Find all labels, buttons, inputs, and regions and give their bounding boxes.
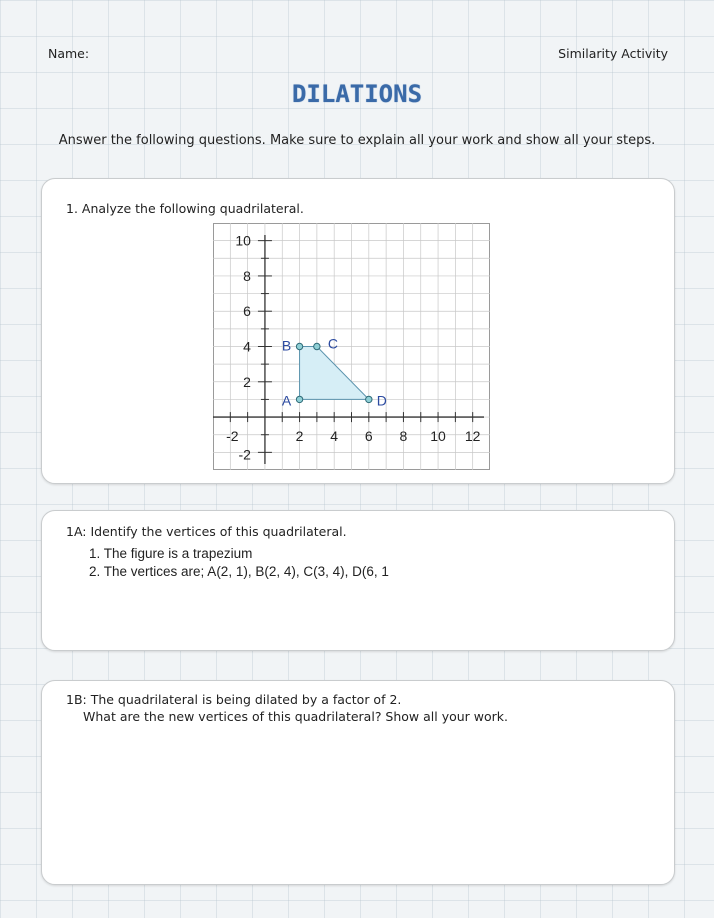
x-tick-label: 8 [399, 428, 408, 445]
question-1b-line-2: What are the new vertices of this quadrilateral? Show all your work. [83, 709, 509, 724]
x-tick-label: 12 [464, 428, 481, 445]
page-title: DILATIONS [291, 80, 423, 108]
question-1b-card [41, 680, 675, 885]
vertex-label-a: A [281, 392, 292, 409]
x-tick-label: 4 [330, 428, 339, 445]
question-1a-card [41, 510, 675, 651]
y-tick-label: -2 [238, 446, 251, 463]
question-1b-line-1: 1B: The quadrilateral is being dilated by a factor of 2. [66, 692, 402, 707]
activity-label: Similarity Activity [558, 46, 668, 61]
y-tick-label: 2 [243, 373, 251, 390]
instructions: Answer the following questions. Make sure to explain all your work and show all your steps. [58, 133, 656, 148]
question-1-card [41, 178, 675, 484]
y-tick-label: 8 [243, 267, 251, 284]
vertex-label-d: D [376, 392, 387, 409]
vertex-point-a [296, 396, 302, 402]
vertex-point-d [366, 396, 372, 402]
y-tick-label: 6 [243, 303, 251, 320]
answer-line-2: 2. The vertices are; A(2, 1), B(2, 4), C(3, 4), D(6, 1 [89, 564, 389, 579]
x-tick-label: 6 [364, 428, 373, 445]
answer-line-1: 1. The figure is a trapezium [89, 546, 253, 561]
name-label: Name: [48, 46, 90, 61]
y-tick-label: 4 [243, 338, 251, 355]
y-tick-label: 10 [235, 232, 251, 249]
x-tick-label: 10 [430, 428, 446, 445]
vertex-label-c: C [327, 335, 338, 352]
vertex-point-c [314, 343, 320, 349]
x-tick-label: -2 [226, 428, 239, 445]
vertex-label-b: B [281, 337, 292, 354]
x-tick-label: 2 [295, 428, 304, 445]
coordinate-graph [213, 223, 490, 470]
question-1-text: 1. Analyze the following quadrilateral. [66, 201, 304, 216]
vertex-point-b [296, 343, 302, 349]
question-1a-text: 1A: Identify the vertices of this quadrilateral. [66, 524, 347, 539]
